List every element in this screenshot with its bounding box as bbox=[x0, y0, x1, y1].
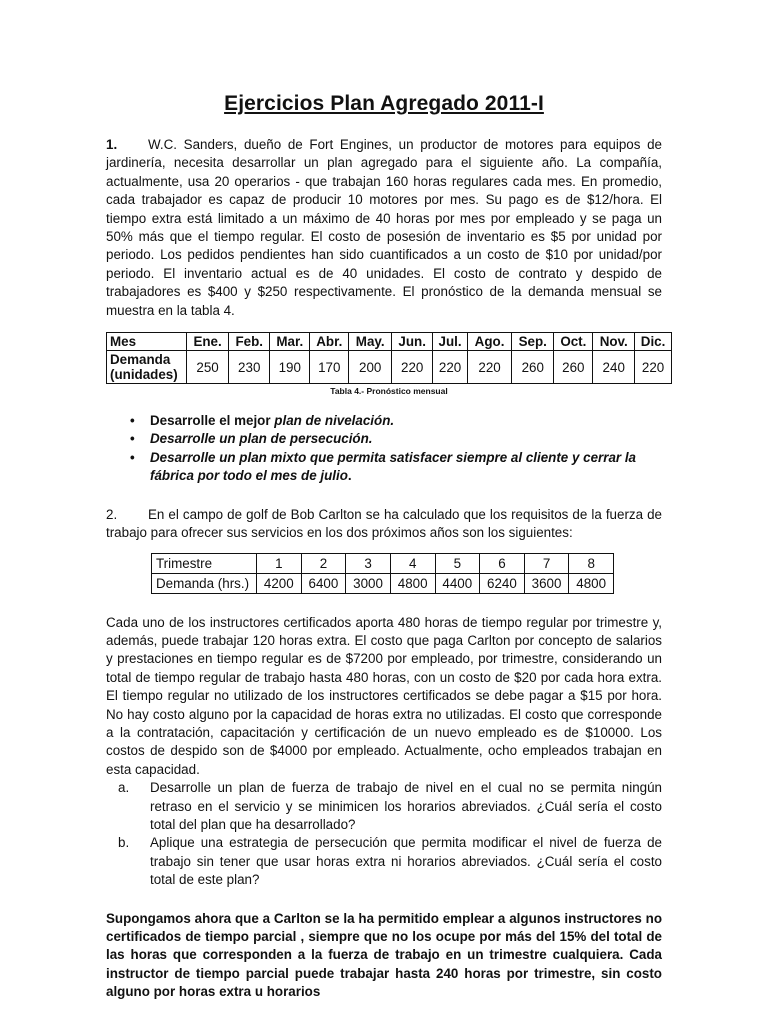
part-time-paragraph: Supongamos ahora que a Carlton se la ha permitido emplear a algunos instructores no certificados de tiempo parcial , siempre que no los ocupe por más del 15% del total de las horas que corresponden a la fuerza de trabajo en un trimestre cualquiera. Cada instructor de tiempo parcial puede trabajar hasta 240 horas por trimestre, sin costo alguno por horas extra u horarios bbox=[106, 910, 662, 1000]
list-item bbox=[130, 412, 662, 430]
table-cell: 4400 bbox=[435, 573, 480, 593]
table-cell: 170 bbox=[310, 351, 349, 384]
table-row-label: Trimestre bbox=[152, 553, 257, 573]
table-cell: Feb. bbox=[229, 333, 270, 351]
table-cell: 6240 bbox=[480, 573, 525, 593]
table-cell: Sep. bbox=[512, 333, 554, 351]
table-cell: Dic. bbox=[635, 333, 672, 351]
table-cell: 2 bbox=[301, 553, 346, 573]
table-cell: 8 bbox=[569, 553, 614, 573]
document-title: Ejercicios Plan Agregado 2011-I bbox=[224, 92, 544, 115]
demand-forecast-table bbox=[106, 332, 672, 384]
bullet-icon: • bbox=[130, 449, 135, 465]
table-cell: 6 bbox=[480, 553, 525, 573]
table-cell: 4800 bbox=[390, 573, 435, 593]
table-cell: 1 bbox=[257, 553, 302, 573]
exercise-1-paragraph bbox=[106, 136, 662, 320]
exercise-2-paragraph bbox=[106, 506, 662, 543]
table-cell: Jun. bbox=[392, 333, 433, 351]
table-cell: Jul. bbox=[433, 333, 468, 351]
bullet-text-italic: plan de nivelación. bbox=[274, 413, 395, 429]
table-cell: 240 bbox=[593, 351, 635, 384]
table-cell: Ago. bbox=[467, 333, 511, 351]
table-cell: 220 bbox=[635, 351, 672, 384]
bullet-icon: • bbox=[130, 431, 135, 447]
table-cell: 3000 bbox=[346, 573, 391, 593]
table-cell: 220 bbox=[467, 351, 511, 384]
instructors-paragraph: Cada uno de los instructores certificados aporta 480 horas de tiempo regular por trimestre y, además, puede trabajar 120 horas extra. El costo que paga Carlton por concepto de salarios y prestaciones en tiempo regular es de $7200 por empleado, por trimestre, considerando un total de tiempo regular de trabajo hasta 480 horas, con un costo de $20 por cada hora extra. El tiempo regular no utilizado de los instructores certificados se debe pagar a $15 por hora. No hay costo alguno por la capacidad de horas extra no utilizadas. El costo que corresponde a la contratación, capacitación y certificación de un nuevo empleado es de $10000. Los costos de despido son de $4000 por empleado. Actualmente, ocho empleados trabajan en esta capacidad. bbox=[106, 614, 662, 777]
table-cell: 220 bbox=[392, 351, 433, 384]
table-cell: 5 bbox=[435, 553, 480, 573]
table-4-caption: Tabla 4.- Pronóstico mensual bbox=[330, 386, 448, 397]
question-list bbox=[106, 779, 662, 889]
table-row-demand bbox=[152, 573, 614, 593]
table-cell: May. bbox=[349, 333, 392, 351]
table-cell: 6400 bbox=[301, 573, 346, 593]
table-row-months bbox=[107, 333, 672, 351]
list-item bbox=[118, 779, 662, 834]
table-cell: 260 bbox=[554, 351, 593, 384]
table-cell: Nov. bbox=[593, 333, 635, 351]
table-cell: Oct. bbox=[554, 333, 593, 351]
table-row-demand bbox=[107, 351, 672, 384]
table-cell: Ene. bbox=[187, 333, 229, 351]
table-cell: 4200 bbox=[257, 573, 302, 593]
bullet-text: . bbox=[347, 468, 352, 484]
task-bullet-list bbox=[106, 412, 662, 486]
table-cell: 220 bbox=[433, 351, 468, 384]
table-cell: 260 bbox=[512, 351, 554, 384]
table-cell: 4800 bbox=[569, 573, 614, 593]
list-item-text: Aplique una estrategia de persecución que permita modificar el nivel de fuerza de trabajo sin tener que usar horas extra ni horarios abreviados. ¿Cuál sería el costo total de este plan? bbox=[150, 835, 662, 888]
table-cell: 7 bbox=[524, 553, 569, 573]
table-cell: Abr. bbox=[310, 333, 349, 351]
table-row-label: Demanda (hrs.) bbox=[152, 573, 257, 593]
bullet-text-italic: Desarrolle un plan mixto que permita satisfacer siempre al cliente y cerrar la fábrica por todo el mes de julio bbox=[150, 449, 636, 484]
list-marker: a. bbox=[118, 780, 130, 796]
table-cell: 190 bbox=[270, 351, 310, 384]
exercise-1-text: W.C. Sanders, dueño de Fort Engines, un productor de motores para equipos de jardinería, necesita desarrollar un plan agregado para el siguiente año. La compañía, actualmente, usa 20 operarios - que trabajan 160 horas regulares cada mes. En promedio, cada trabajador es capaz de producir 10 motores por mes. Su pago es de $12/hora. El tiempo extra está limitado a un máximo de 40 horas por mes por empleado y se paga un 50% más que el tiempo regular. El costo de posesión de inventario es $5 por unidad por periodo. Los pedidos pendientes han sido cuantificados a un costo de $10 por unidad/por periodo. El inventario actual es de 40 unidades. El costo de contrato y despido de trabajadores es $400 y $250 respectivamente. El pronóstico de la demanda mensual se muestra en la tabla 4. bbox=[106, 137, 662, 318]
table-row-label: Demanda (unidades) bbox=[107, 351, 187, 384]
workforce-requirements-table bbox=[151, 553, 614, 594]
list-item-text: Desarrolle un plan de fuerza de trabajo de nivel en el cual no se permita ningún retraso en el servicio y se minimicen los horarios abreviados. ¿Cuál sería el costo total del plan que ha desarrollado? bbox=[150, 780, 662, 832]
exercise-1-number: 1. bbox=[106, 137, 118, 152]
table-cell: 230 bbox=[229, 351, 270, 384]
list-marker: b. bbox=[118, 835, 130, 851]
table-row-label: Mes bbox=[107, 333, 187, 351]
bullet-text: Desarrolle el mejor bbox=[150, 413, 275, 429]
table-row-quarters bbox=[152, 553, 614, 573]
table-cell: Mar. bbox=[270, 333, 310, 351]
table-cell: 3 bbox=[346, 553, 391, 573]
table-cell: 250 bbox=[187, 351, 229, 384]
bullet-text-italic: Desarrolle un plan de persecución. bbox=[150, 431, 373, 447]
list-item bbox=[130, 449, 662, 486]
list-item bbox=[130, 430, 662, 448]
exercise-2-text: En el campo de golf de Bob Carlton se ha calculado que los requisitos de la fuerza de trabajo para ofrecer sus servicios en los dos próximos años son los siguientes: bbox=[106, 506, 662, 541]
exercise-2-number: 2. bbox=[106, 506, 118, 522]
table-cell: 4 bbox=[390, 553, 435, 573]
table-cell: 200 bbox=[349, 351, 392, 384]
bullet-icon: • bbox=[130, 413, 135, 429]
table-cell: 3600 bbox=[524, 573, 569, 593]
list-item bbox=[118, 834, 662, 889]
